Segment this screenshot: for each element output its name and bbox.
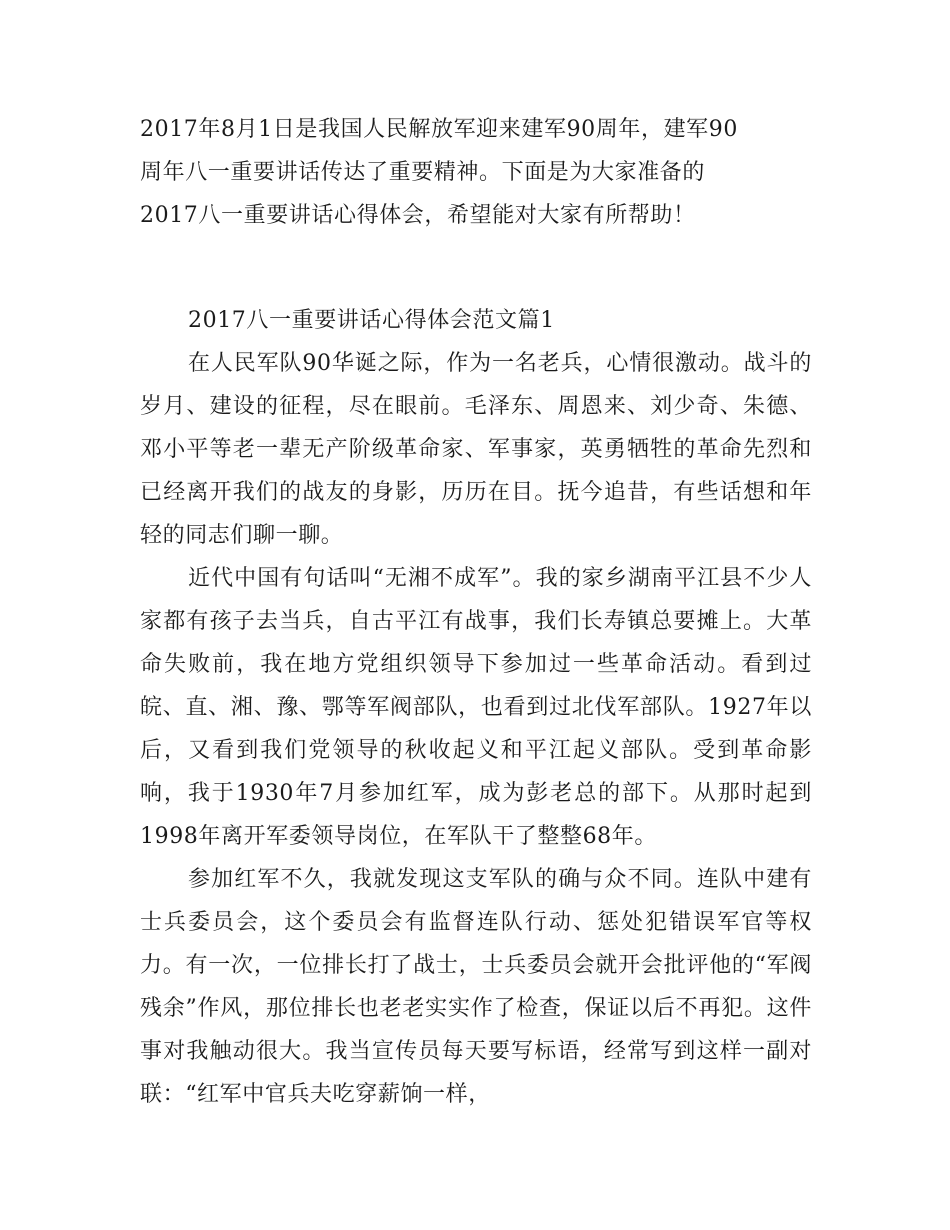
section-spacer — [140, 237, 812, 299]
article-title: 2017八一重要讲话心得体会范文篇1 — [188, 308, 555, 333]
document-body — [140, 108, 812, 1116]
body-paragraph-3: 参加红军不久，我就发现这支军队的确与众不同。连队中建有士兵委员会，这个委员会有监督连队行动、惩处犯错误军官等权力。有一次，一位排长打了战士，士兵委员会就开会批评他的“军阀残余”作风，那位排长也老老实实作了检查，保证以后不再犯。这件事对我触动很大。我当宣传员每天要写标语，经常写到这样一副对联：“红军中官兵夫吃穿薪饷一样， — [140, 867, 812, 1107]
intro-line: 2017八一重要讲话心得体会，希望能对大家有所帮助！ — [140, 203, 696, 228]
intro-line: 周年八一重要讲话传达了重要精神。下面是为大家准备的 — [140, 160, 706, 185]
intro-paragraph — [140, 108, 812, 237]
body-paragraph-2: 近代中国有句话叫“无湘不成军”。我的家乡湖南平江县不少人家都有孩子去当兵，自古平江有战事，我们长寿镇总要摊上。大革命失败前，我在地方党组织领导下参加过一些革命活动。看到过皖、直、湘、豫、鄂等军阀部队，也看到过北伐军部队。1927年以后，又看到我们党领导的秋收起义和平江起义部队。受到革命影响，我于1930年7月参加红军，成为彭老总的部下。从那时起到1998年离开军委领导岗位，在军队干了整整68年。 — [140, 566, 812, 849]
body-paragraph-1: 在人民军队90华诞之际，作为一名老兵，心情很激动。战斗的岁月、建设的征程，尽在眼前。毛泽东、周恩来、刘少奇、朱德、邓小平等老一辈无产阶级革命家、军事家，英勇牺牲的革命先烈和已经离开我们的战友的身影，历历在目。抚今追昔，有些话想和年轻的同志们聊一聊。 — [140, 351, 812, 548]
intro-line: 2017年8月1日是我国人民解放军迎来建军90周年，建军90 — [140, 117, 738, 142]
